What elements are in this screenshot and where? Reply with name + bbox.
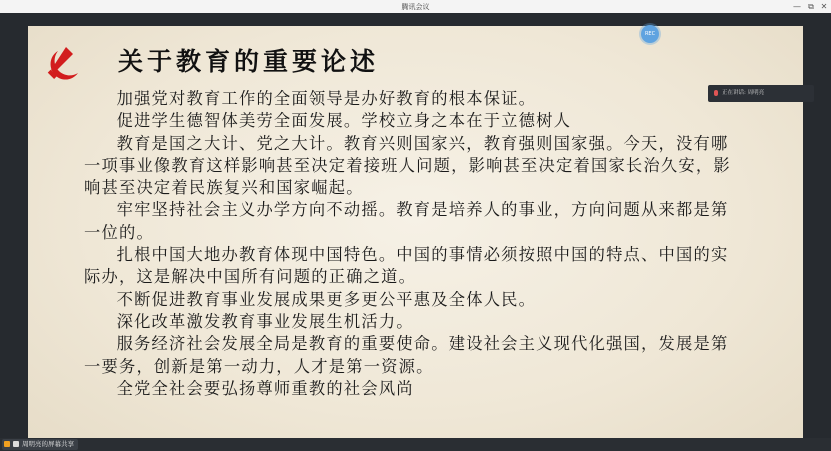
user-icon bbox=[4, 441, 10, 447]
title-bar bbox=[0, 0, 831, 14]
bottom-bar bbox=[0, 438, 831, 451]
paragraph: 促进学生德智体美劳全面发展。学校立身之本在于立德树人 bbox=[116, 111, 572, 131]
minimize-button[interactable]: — bbox=[793, 2, 801, 11]
paragraph: 全党全社会要弘扬尊师重教的社会风尚 bbox=[116, 378, 414, 398]
paragraph: 扎根中国大地办教育体现中国特色。中国的事情必须按照中国的特点、中国的实际办，这是解决中国所有问题的正确之道。 bbox=[84, 245, 729, 287]
screen-icon bbox=[13, 441, 19, 447]
slide-body bbox=[84, 88, 744, 400]
party-emblem-icon bbox=[42, 42, 84, 84]
paragraph: 牢牢坚持社会主义办学方向不动摇。教育是培养人的事业，方向问题从来都是第一位的。 bbox=[84, 200, 729, 242]
window-title: 腾讯会议 bbox=[401, 3, 430, 11]
mic-icon bbox=[714, 90, 718, 96]
paragraph: 深化改革激发教育事业发展生机活力。 bbox=[116, 311, 414, 331]
speaking-indicator bbox=[708, 85, 814, 102]
paragraph: 加强党对教育工作的全面领导是办好教育的根本保证。 bbox=[116, 89, 537, 108]
slide-title: 关于教育的重要论述 bbox=[118, 47, 380, 76]
speaker-text: 正在讲话: 周明亮 bbox=[722, 90, 765, 96]
restore-button[interactable]: ⧉ bbox=[808, 2, 814, 11]
paragraph: 不断促进教育事业发展成果更多更公平惠及全体人民。 bbox=[116, 289, 537, 309]
share-label: 周明亮的屏幕共享 bbox=[22, 440, 74, 448]
paragraph: 教育是国之大计、党之大计。教育兴则国家兴，教育强则国家强。今天，没有哪一项事业像教育这样影响甚至决定着接班人问题，影响甚至决定着国家长治久安，影响甚至决定着民族复兴和国家崛起。 bbox=[84, 133, 731, 198]
close-button[interactable]: ✕ bbox=[820, 2, 828, 11]
screen-share-badge[interactable] bbox=[2, 439, 78, 450]
screen-share-stage bbox=[0, 13, 831, 438]
recording-badge[interactable]: REC bbox=[641, 25, 659, 43]
presentation-slide bbox=[28, 26, 803, 451]
paragraph: 服务经济社会发展全局是教育的重要使命。建设社会主义现代化强国，发展是第一要务，创新是第一动力，人才是第一资源。 bbox=[84, 334, 729, 376]
